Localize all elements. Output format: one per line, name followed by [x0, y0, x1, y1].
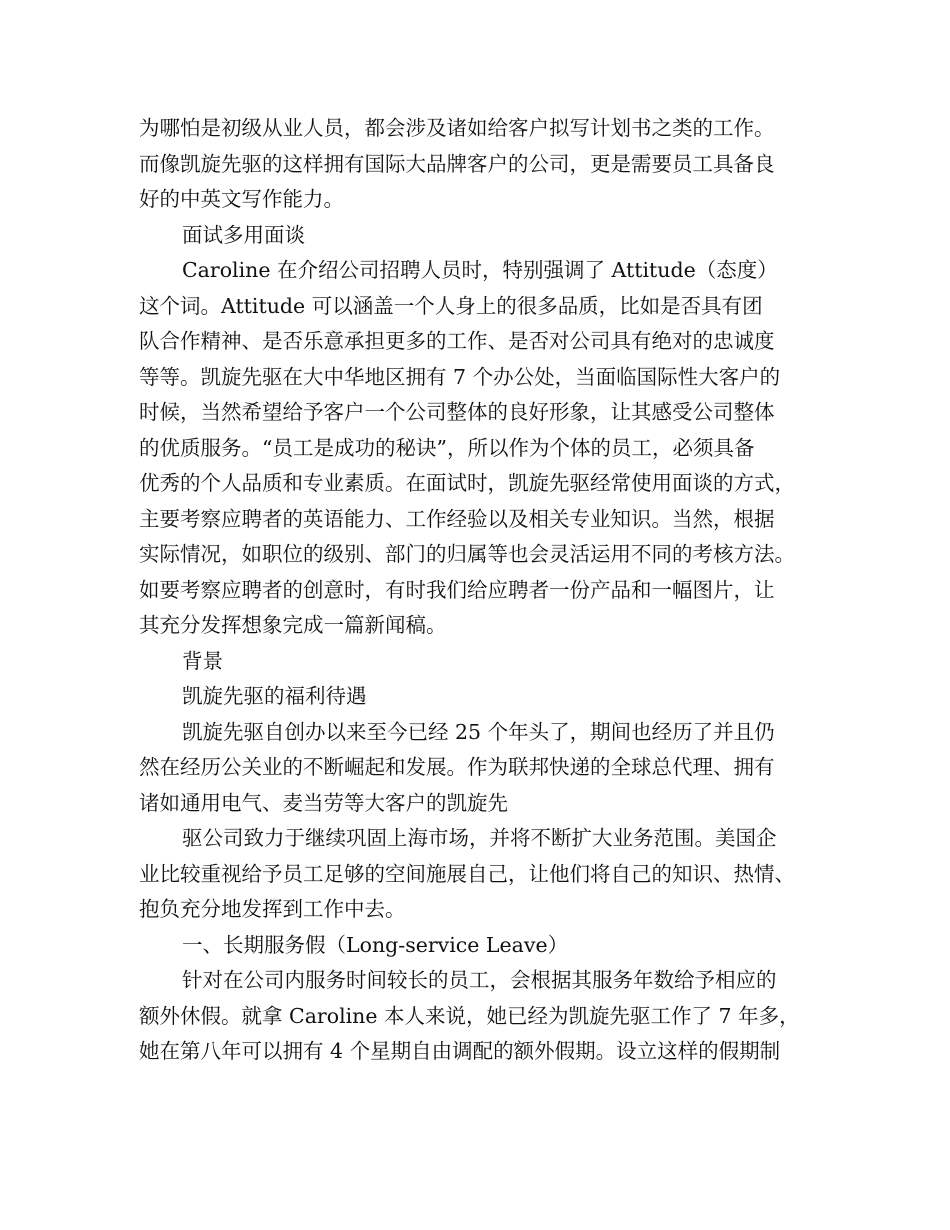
text-line: 的优质服务。“员工是成功的秘诀”，所以作为个体的员工，必须具备 — [139, 435, 755, 460]
text-line: 业比较重视给予员工足够的空间施展自己，让他们将自己的知识、热情、 — [139, 861, 795, 886]
text-line: 队合作精神、是否乐意承担更多的工作、是否对公司具有绝对的忠诚度 — [139, 329, 775, 353]
text-line: 背景 — [182, 648, 223, 673]
text-line: 一、长期服务假（Long-service Leave） — [182, 932, 569, 957]
text-line: 为哪怕是初级从业人员，都会涉及诸如给客户拟写计划书之类的工作。 — [139, 116, 775, 140]
text-line: 凯旋先驱的福利待遇 — [182, 684, 367, 708]
text-line: 诸如通用电气、麦当劳等大客户的凯旋先 — [139, 790, 508, 815]
text-line: 如要考察应聘者的创意时，有时我们给应聘者一份产品和一幅图片，让 — [139, 577, 775, 602]
text-line: 额外休假。就拿 Caroline 本人来说，她已经为凯旋先驱工作了 7 年多， — [139, 1003, 800, 1028]
text-line: 凯旋先驱自创办以来至今已经 25 个年头了，期间也经历了并且仍 — [182, 719, 775, 744]
text-line: 主要考察应聘者的英语能力、工作经验以及相关专业知识。当然，根据 — [139, 506, 775, 531]
text-line: Caroline 在介绍公司招聘人员时，特别强调了 Attitude（态度） — [182, 258, 778, 282]
text-line: 而像凯旋先驱的这样拥有国际大品牌客户的公司，更是需要员工具备良 — [139, 151, 775, 176]
text-line: 面试多用面谈 — [182, 222, 305, 247]
text-line: 抱负充分地发挥到工作中去。 — [139, 897, 406, 921]
text-line: 然在经历公关业的不断崛起和发展。作为联邦快递的全球总代理、拥有 — [139, 755, 775, 779]
text-line: 好的中英文写作能力。 — [139, 187, 344, 211]
text-line: 她在第八年可以拥有 4 个星期自由调配的额外假期。设立这样的假期制 — [139, 1039, 781, 1063]
text-line: 这个词。Attitude 可以涵盖一个人身上的很多品质，比如是否具有团 — [139, 293, 763, 318]
text-line: 时候，当然希望给予客户一个公司整体的良好形象，让其感受公司整体 — [139, 400, 775, 424]
text-line: 等等。凯旋先驱在大中华地区拥有 7 个办公处，当面临国际性大客户的 — [139, 364, 781, 389]
text-line: 驱公司致力于继续巩固上海市场，并将不断扩大业务范围。美国企 — [182, 826, 777, 850]
text-line: 其充分发挥想象完成一篇新闻稿。 — [139, 613, 447, 637]
text-line: 实际情况，如职位的级别、部门的归属等也会灵活运用不同的考核方法。 — [139, 542, 795, 566]
text-line: 优秀的个人品质和专业素质。在面试时，凯旋先驱经常使用面谈的方式， — [139, 471, 795, 495]
body-text — [139, 111, 829, 1070]
text-line: 针对在公司内服务时间较长的员工，会根据其服务年数给予相应的 — [182, 968, 777, 992]
